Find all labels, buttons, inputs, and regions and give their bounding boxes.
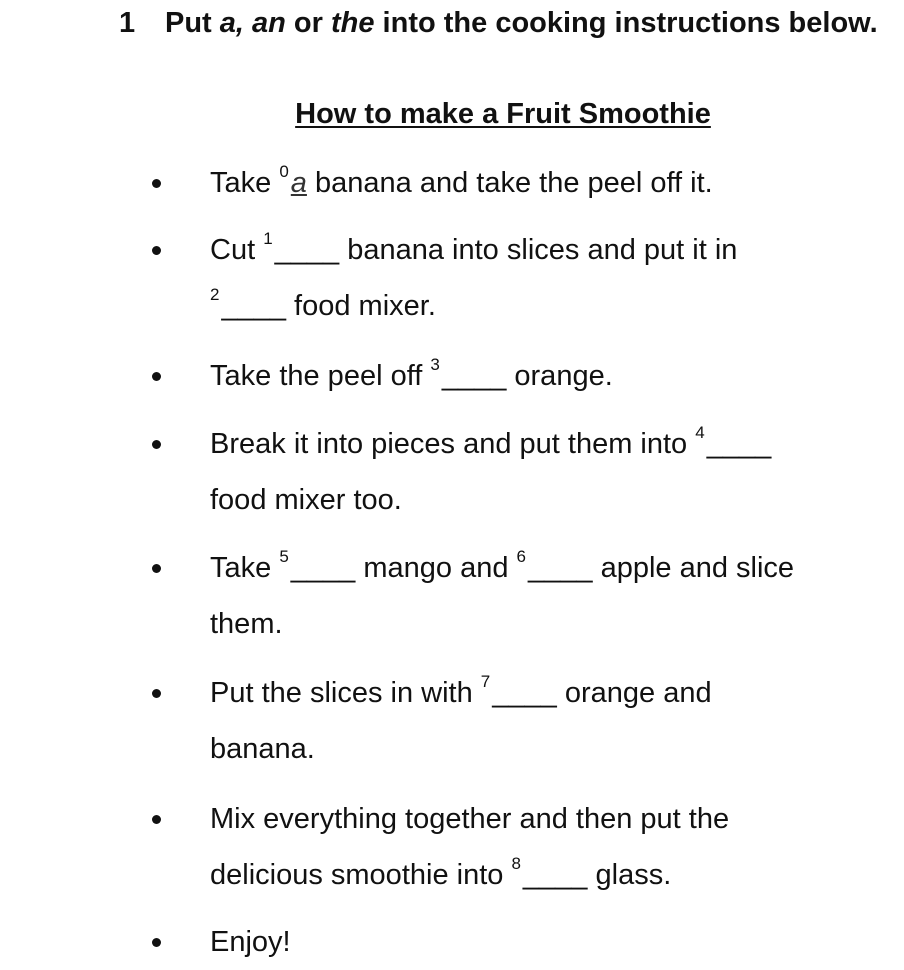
answer-blank[interactable]: ____ (441, 360, 507, 392)
bullet-icon (152, 179, 161, 188)
answer-blank[interactable]: ____ (492, 677, 557, 709)
gap-number: 8 (511, 854, 521, 873)
bullet-icon (152, 246, 161, 255)
exercise-instruction: Put a, an or the into the cooking instructions below. (165, 7, 878, 39)
list-item: Mix everything together and then put the delicious smoothie into $^8$____ glass. (210, 791, 900, 903)
answer-blank[interactable]: ____ (221, 290, 286, 322)
bullet-icon (152, 938, 161, 947)
list-item: Take $^5$____ mango and $^6$____ apple and slice them. (210, 540, 900, 652)
bullet-icon (152, 372, 161, 381)
answer-blank[interactable]: ____ (706, 428, 772, 460)
answer-blank[interactable]: ____ (528, 552, 593, 584)
list-item: Enjoy! (210, 914, 900, 970)
gap-number: 4 (695, 423, 705, 442)
gap-number: 0 (279, 162, 289, 181)
gap-number: 5 (279, 547, 289, 566)
example-answer: a (290, 167, 307, 199)
answer-blank[interactable]: ____ (290, 552, 356, 584)
bullet-icon (152, 440, 161, 449)
gap-number: 6 (516, 547, 527, 566)
gap-number: 3 (430, 355, 440, 374)
list-item: Cut $^1$____ banana into slices and put it in $^2$____ food mixer. (210, 222, 900, 334)
list-item: Put the slices in with $^7$____ orange and banana. (210, 665, 900, 777)
recipe-title: How to make a Fruit Smoothie (295, 98, 711, 130)
exercise-number: 1 (119, 7, 136, 39)
answer-blank[interactable]: ____ (274, 234, 340, 266)
gap-number: 7 (480, 672, 491, 691)
list-item: Take the peel off $^3$____ orange. (210, 348, 900, 404)
bullet-icon (152, 689, 161, 698)
bullet-icon (152, 815, 161, 824)
list-item: Take $^0$a banana and take the peel off it. (210, 155, 900, 211)
answer-blank[interactable]: ____ (522, 859, 588, 891)
gap-number: 2 (210, 285, 220, 304)
bullet-icon (152, 564, 161, 573)
gap-number: 1 (263, 229, 273, 248)
list-item: Break it into pieces and put them into $^4$____ food mixer too. (210, 416, 900, 528)
